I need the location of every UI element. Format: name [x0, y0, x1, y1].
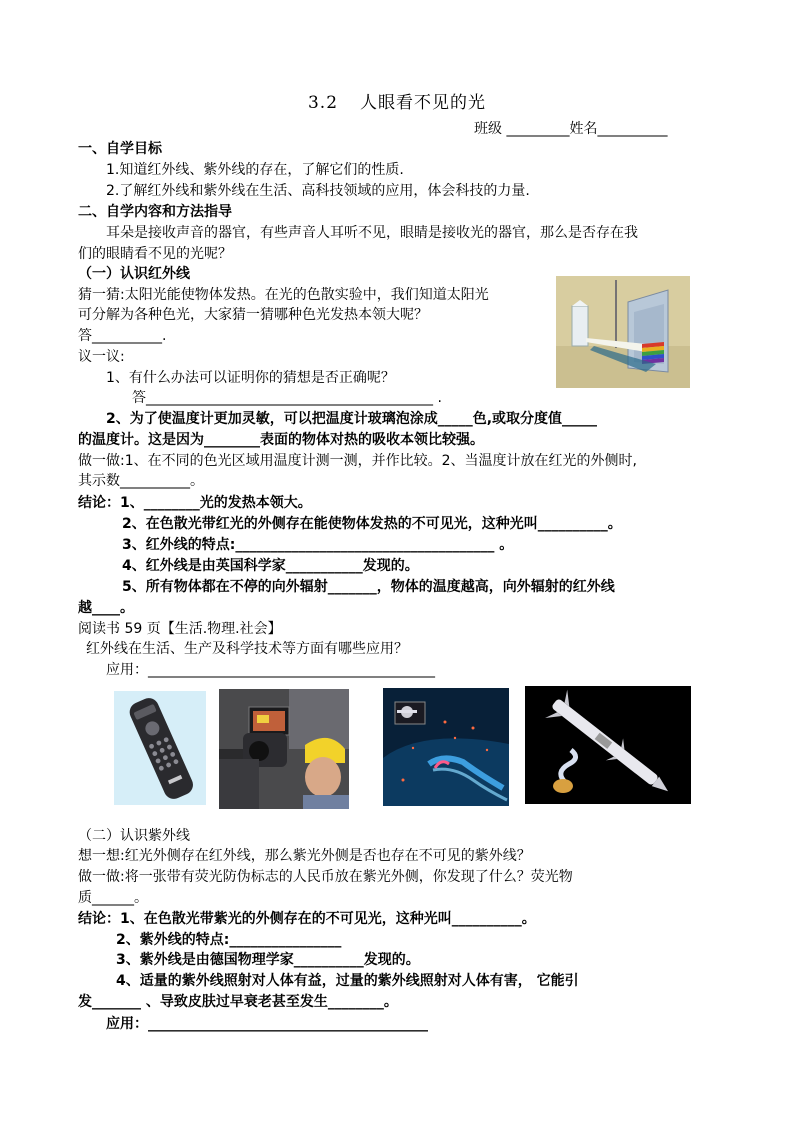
goal-item-1: 1.知道红外线、紫外线的存在，了解它们的性质.	[106, 162, 404, 178]
uv-conclusion-3: 3、紫外线是由德国物理学家__________发现的。	[116, 952, 420, 968]
ir-conclusion-5-cont: 越____。	[78, 600, 134, 616]
reading-reference: 阅读书 59 页【生活.物理.社会】	[78, 621, 282, 637]
think-line: 想一想:红光外侧存在红外线，那么紫光外侧是否也存在不可见的紫外线？	[78, 848, 531, 864]
guess-line-2: 可分解为各种色光，大家猜一猜哪种色光发热本领大呢？	[78, 307, 428, 323]
part1-heading: （一）认识红外线	[78, 266, 190, 282]
ir-conclusion-1: 结论：1、________光的发热本领大。	[78, 495, 312, 511]
question-2-line-1: 2、为了使温度计更加灵敏，可以把温度计玻璃泡涂成_____色,或取分度值_____	[106, 411, 598, 427]
section-heading-content: 二、自学内容和方法指导	[78, 204, 232, 220]
prism-dispersion-image	[556, 276, 690, 388]
class-name-field[interactable]: 班级 _________姓名__________	[474, 121, 668, 137]
goal-item-2: 2.了解红外线和紫外线在生活、高科技领域的应用，体会科技的力量.	[106, 183, 530, 199]
do-line-2: 其示数__________。	[78, 473, 204, 489]
guess-answer-field[interactable]: 答__________.	[78, 328, 167, 344]
uv-conclusion-2: 2、紫外线的特点:________________	[116, 932, 342, 948]
page-title	[0, 88, 794, 113]
uv-conclusion-4: 4、适量的紫外线照射对人体有益，过量的紫外线照射对人体有害， 它能引	[116, 973, 579, 989]
thermal-camera-image	[219, 689, 349, 809]
intro-line-2: 们的眼睛看不见的光呢？	[78, 246, 232, 262]
guess-line-1: 猜一猜:太阳光能使物体发热。在光的色散实验中，我们知道太阳光	[78, 287, 489, 303]
intro-line-1: 耳朵是接收声音的器官，有些声音人耳听不见，眼睛是接收光的器官，那么是否存在我	[106, 225, 638, 241]
part2-heading: （二）认识紫外线	[78, 828, 190, 844]
ir-conclusion-2: 2、在色散光带红光的外侧存在能使物体发热的不可见光，这种光叫__________。	[122, 516, 622, 532]
uv-do-line-1: 做一做:将一张带有荧光防伪标志的人民币放在紫光外侧，你发现了什么？荧光物	[78, 869, 573, 885]
question-1-answer-field[interactable]: 答_________________________________________ .	[132, 390, 442, 406]
uv-application-field[interactable]: 应用：________________________________________	[106, 1016, 428, 1032]
ir-conclusion-4: 4、红外线是由英国科学家___________发现的。	[122, 558, 419, 574]
question-2-line-2: 的温度计。这是因为________表面的物体对热的吸收本领比较强。	[78, 432, 484, 448]
remote-control-image	[114, 691, 206, 805]
uv-do-line-2: 质______。	[78, 890, 148, 906]
uv-conclusion-4-cont: 发_______ 、导致皮肤过早衰老甚至发生________。	[78, 994, 398, 1010]
uv-conclusion-1: 结论：1、在色散光带紫光的外侧存在的不可见光，这种光叫__________。	[78, 911, 536, 927]
discuss-label: 议一议:	[78, 349, 125, 365]
reading-question: 红外线在生活、生产及科学技术等方面有哪些应用？	[86, 641, 408, 657]
ir-conclusion-3: 3、红外线的特点:_____________________________________ 。	[122, 537, 514, 553]
missile-image	[525, 686, 691, 804]
section-number: 3.2	[307, 93, 339, 113]
ir-conclusion-5: 5、所有物体都在不停的向外辐射_______，物体的温度越高，向外辐射的红外线	[122, 579, 615, 595]
ir-application-field[interactable]: 应用：_________________________________________	[106, 662, 435, 678]
question-1: 1、有什么办法可以证明你的猜想是否正确呢？	[106, 370, 395, 386]
do-line-1: 做一做:1、在不同的色光区域用温度计测一测，并作比较。2、当温度计放在红光的外侧时,	[78, 453, 637, 469]
satellite-infrared-image	[383, 688, 509, 806]
title-text: 人眼看不见的光	[360, 93, 487, 113]
section-heading-goals: 一、自学目标	[78, 141, 162, 157]
